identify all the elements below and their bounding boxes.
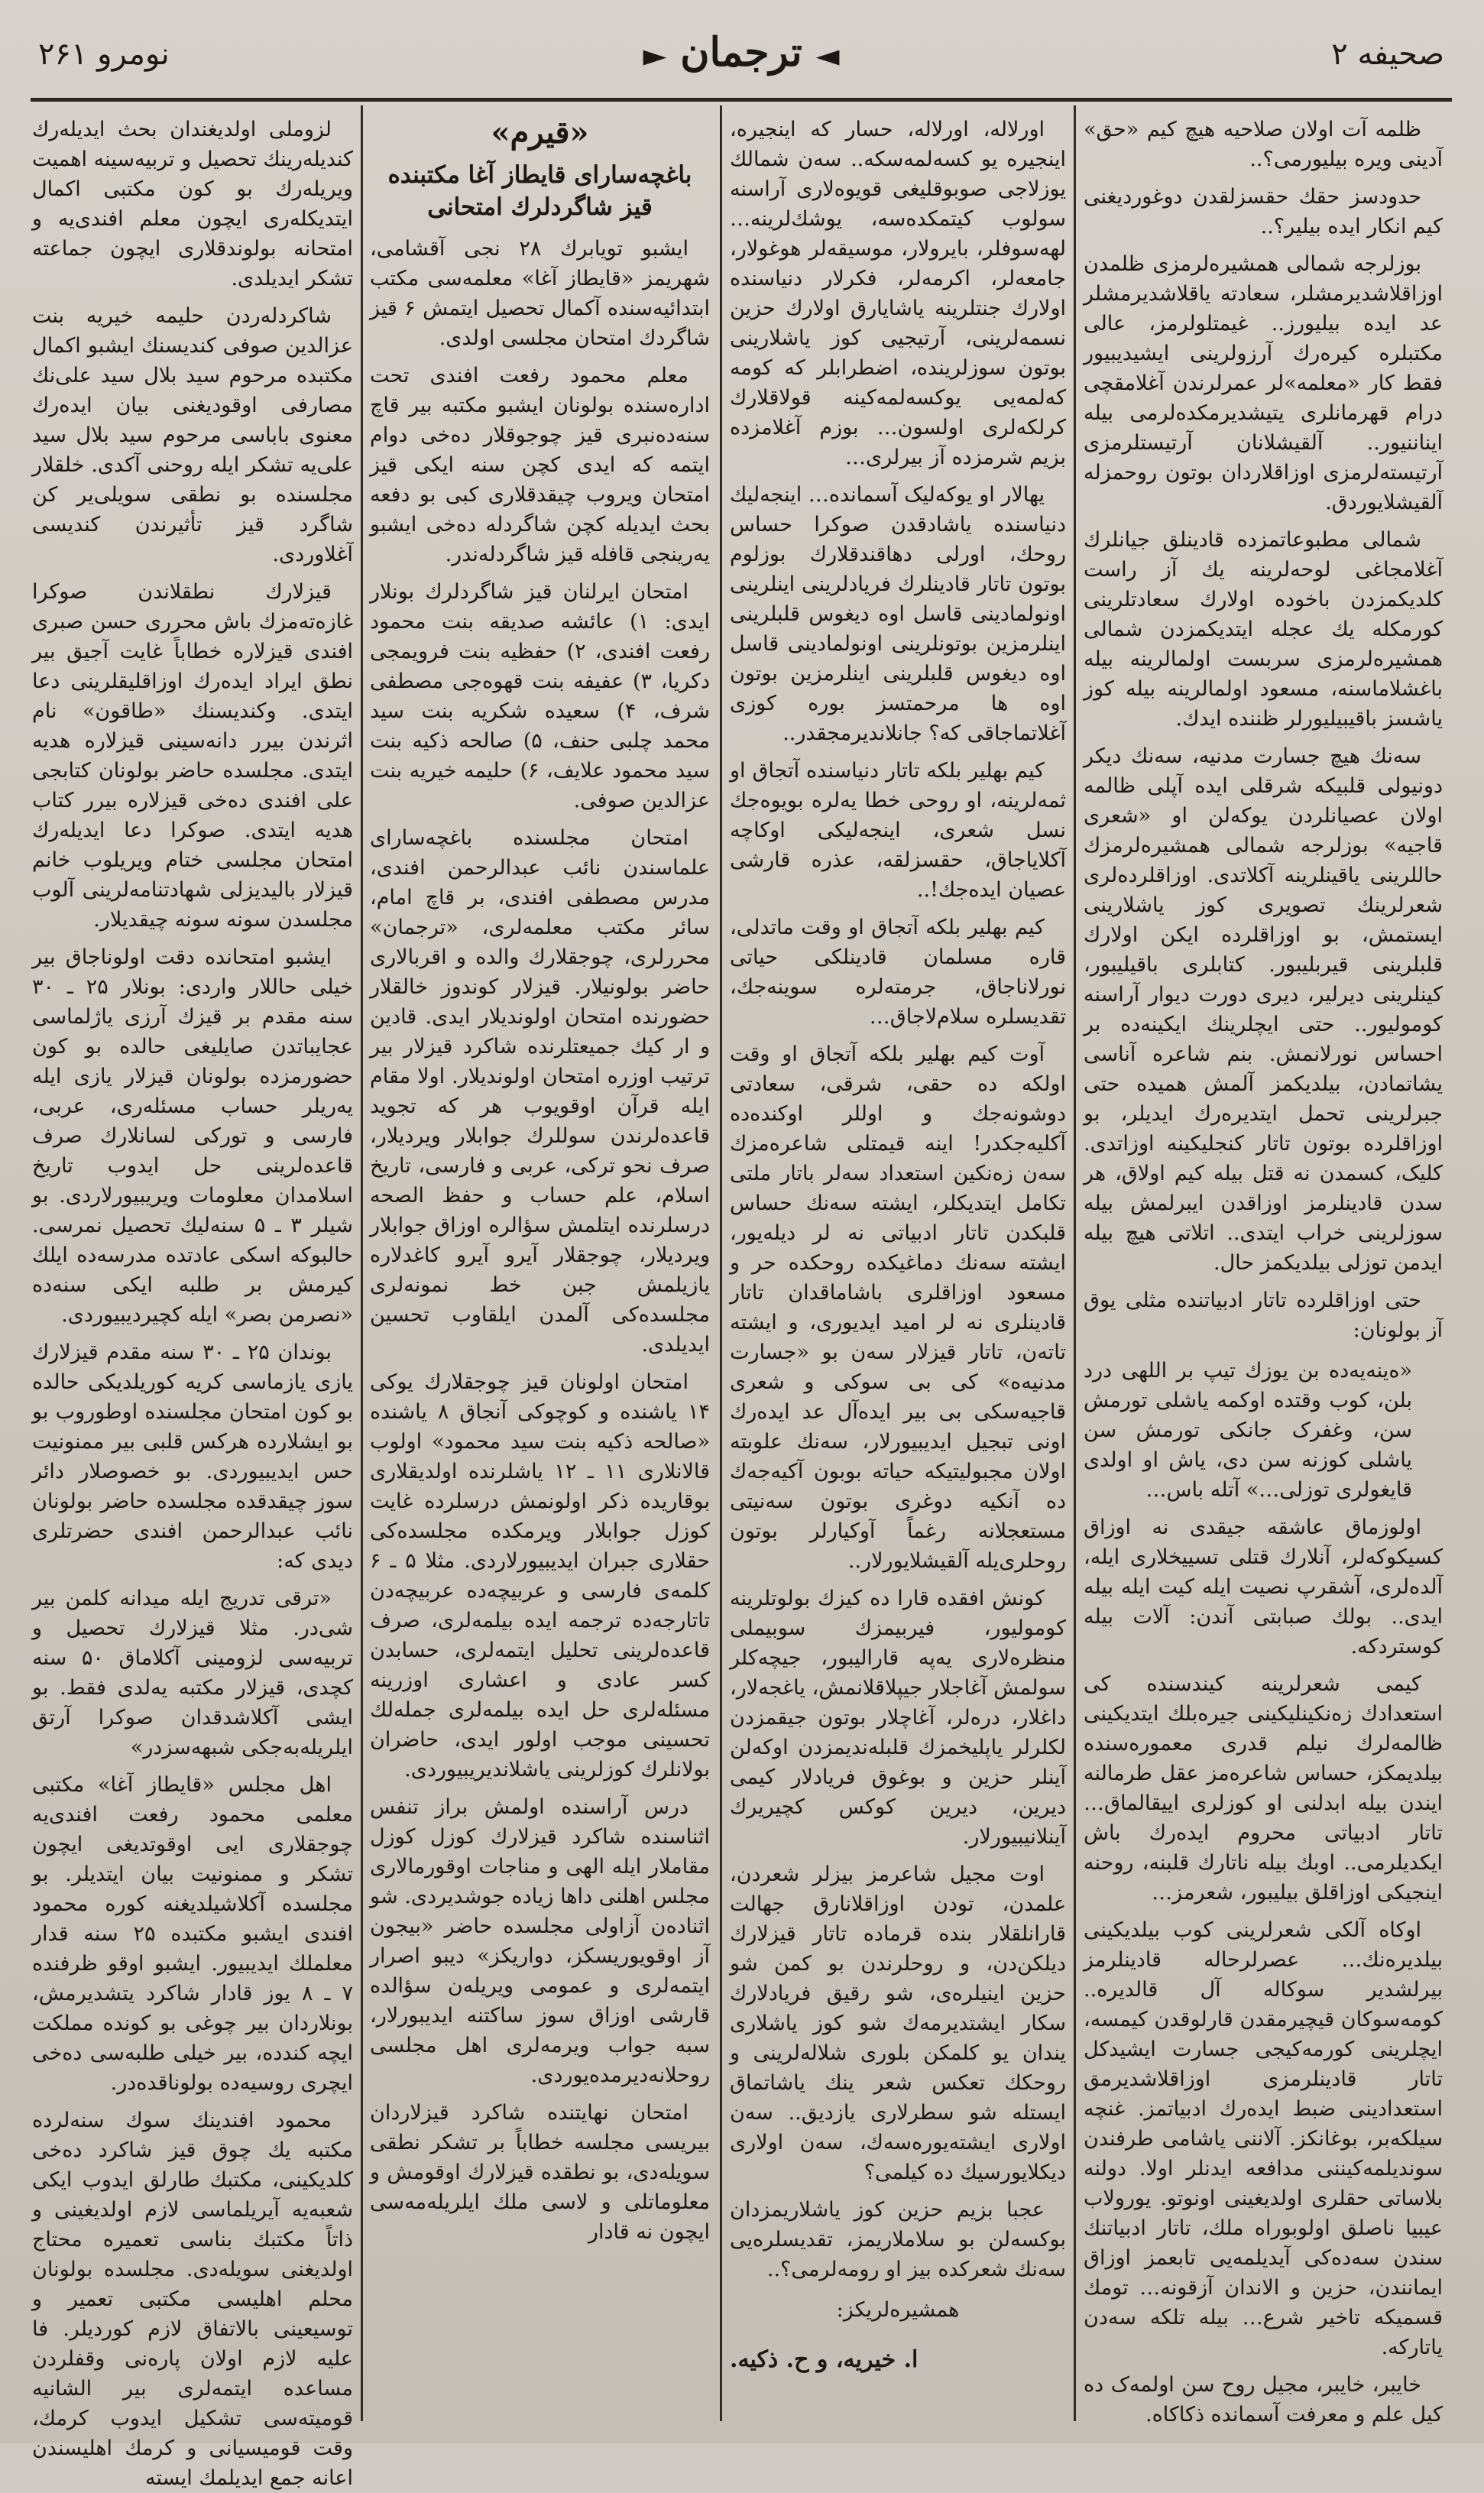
closing-paragraph: خایبر، خایبر، مجیل روح سن اولمه‌ک ده کیل علم و معرفت آسمانده ذکاکاه. — [1084, 2373, 1443, 2427]
paragraph: ایشبو تویابرك ۲۸ نجی آقشامی، شهریمز «قایطاز آغا» معلمه‌سی مکتب ابتدائیه‌سنده آکمال تحصیل ایتمش ۶ قیز شاگردك امتحان مجلسی اولدی. — [370, 237, 710, 350]
page-label: صحیفه ۲ — [1331, 37, 1444, 72]
paragraph: محمود افندینك سوك سنه‌لرده مکتبه یك چوق قیز شاکرد ده‌خی کلدیکینی، مکتبك طارلق ایدوب ایکی شعبه‌یه آیریلماسی لازم اولدیغینی و ذاتاً مکتبك بناسی تعمیره محتاج اولدیغنی سویله‌دی. مجلسده بولونان محلم اهلیسی مکتبی تعمیر و توسیعینی بالاتفاق لازم کوردیلر. فا علیه لازم اولان پاره‌نی وقفلردن مساعده ایتمه‌لری بیر الشانیه قومیته‌سی تشکیل ایدوب کرمك، وقت قومیسیانی و کرمك اهلیسندن اعانه جمع ایدیلمك ایسته — [32, 2109, 353, 2490]
paragraph: ظلمه آت اولان صلاحیه هیچ کیم «حق» آدینی ویره بیلیورمی؟.. — [1084, 118, 1443, 171]
masthead — [31, 29, 1452, 90]
column-2 — [730, 115, 1066, 2400]
column-divider — [361, 105, 363, 2421]
paragraph: شاکردله‌ردن حلیمه خیریه بنت عزالدین صوفی کندیسنك ایشبو اکمال مکتبده مرحوم سید بلال سید علی‌نك مصارفی اوقودیغنی بیان ایده‌رك معنوی باباسی مرحوم سید بلال سید علی‌یه تشکر ایله روحنی آکدی. خلقلار مجلسنده بو نطقی سویلی‌یر کن شاگرد قیز تأثیرندن کندیسی آغلاوردی. — [32, 304, 353, 566]
column-divider — [720, 105, 722, 2421]
ornament-right-icon: ◄ — [815, 37, 840, 73]
paragraph: معلم محمود رفعت افندی تحت اداره‌سنده بولونان ایشبو مکتبه بیر قاچ سنه‌ده‌نبری قیز چوجوقلار ده‌خی دوام ایتمه که ایدی کچن سنه ایکی قیز امتحان ویروب چیقدقلاری کبی بو دفعه بحث ایدیله کچن شاگردله ده‌خی ایشبو یه‌رینجی قافله قیز شاگردله‌ندر. — [370, 364, 710, 566]
paragraph: ایشبو امتحانده دقت اولوناجاق بیر خیلی حاللار واردی: بونلار ۲۵ ـ ۳۰ سنه مقدم بر قیزك آرزی یاژلماسی عجایباتدن صایلیغی حالده بو کون حضورمزده بولونان قیزلار یازی ایله یه‌ریلر حساب مسئله‌ری، عربی، فارسی و تورکی لسانلارك صرف قاعده‌لرینی حل ایدوب تاریخ اسلامدان معلومات ویریبیورلاردی. بو شیلر ۳ ـ ۵ سنه‌لیك تحصیل نمرسی. حالبوکه اسکی عادتده مدرسه‌ده ایلك کیرمش بر طلبه ایکی سنه‌ده «نصرمن بصر» ایله کچیردیبیوردی. — [32, 945, 353, 1327]
newspaper-title-text: ترجمان — [680, 29, 802, 76]
section-heading: «قیرم» — [491, 115, 589, 151]
paragraph: کیمی شعرلرینه کیندسنده کی استعدادك زه‌نکینلیکینی جیره‌بلك ایتدیکینی ظالمه‌لرك نیلم قدری معموره‌سنده بیلدیمکز، حساس شاعره‌مز عقل طرمالنه ایندن بیله ابدلنی او کوزلری اییقالماق… تاتار ادبیاتی محروم ایده‌رك باش ایکدیلرمی.. اوبك بیله ناتارك قلبنه، روحنه اینجیکی اوزاقلق بیلیبور، شعرمز… — [1084, 1672, 1443, 1905]
paragraph: امتحان مجلسنده باغچه‌سارای علماسندن نائب عبدالرحمن افندی، مدرس مصطفی افندی، بر قاچ امام، سائر مکتب معلمه‌لری، «ترجمان» محررلری، چوجقلارك والده و اقربالاری حاضر بولونیلار. قیزلار کوندوز خالقلار حضورنده امتحان اولوندیلار ایدی. قادین و ار کیك جمیعتلرنده شاکرد قیزلار بیر ترتیب اوزره امتحان اولوندیلار. اولا مقام ایله قرآن اوقویوب هر که تجوید قاعده‌لرندن سوللرك جوابلار ویردیلار، صرف نحو ترکی، عربی و فارسی، تاریخ اسلام، علم حساب و حفظ الصحه درسلرنده ایتلمش سؤالره اوزاق جوابلار ویردیلار، چوجقلار آیرو آیرو کاغدلاره یازیلمش جبن خط نمونه‌لری مجلسده‌کی آلمدن ایلقاوب تحسین ایدیلدی. — [370, 826, 710, 1357]
column-3 — [370, 115, 710, 2400]
quote-paragraph: «ترقی تدریج ایله میدانه کلمن بیر شی‌در. مثلا قیزلارك تحصیل و تربیه‌سی لزومینی آکلاماق ۵۰ سنه کچدی، قیزلار مکتبه یه‌لدی فقط. بو ایشی آکلاشدقدان صوکرا آرتق ایلریله‌به‌جکی شبهه‌سزدر» — [32, 1587, 353, 1759]
paragraph: اورلاله، اورلاله، حسار که اینجیره، اینجیره یو کسه‌لمه‌سکه.. سه‌ن شمالك یوزلاجی صوبوقلیغی قویو‌ه‌لاری آراسنه سولوب کیتمکده‌سه، یوشك‌لرینه… لهه‌سوفلر، بایرولار، موسیقه‌لر هوغولار، جامعه‌لر، اکرمه‌لر، فکرلار دنیاسنده اولارك جنتلرینه یاشایارق اولارك حزین نسمه‌لرینی، آرتیجیی کوز یاشلارینی بوتون سوزلرینده، اضطرابلر که کومه که‌لمه‌یی یوکسه‌لمه‌کینه قولاقلارك کرلکه‌لری اولسون… بوزم آغلامزده بزیم شرمزده آز بیرلری… — [730, 118, 1066, 469]
paragraph: لزوملی اولدیغندان بحث ایدیله‌رك کندیله‌رینك تحصیل و تربیه‌سینه اهمیت ویریله‌رك بو کون مکتبی اکمال ایتدیکله‌ری ایچون معلم افندی‌یه و امتحانه بولوندقلاری ایچون جماعته تشکر ایدیلدی. — [32, 118, 353, 290]
paragraph: کیم بهلیر بلکه آتجاق او وقت ماتدلی، قاره مسلمان قادینلکی حیاتی نورلاناجاق، جرمته‌لره سوینه‌جك، تقدیسلره سلام‌لاجاق… — [730, 916, 1066, 1029]
masthead-rule — [31, 98, 1452, 102]
paragraph: امتحان ایرلنان قیز شاگردلرك بونلار ایدی: ۱) عائشه صدیقه بنت محمود رفعت افندی، ۲) حفظیه بنت فرویمجی دکریا، ۳) عفیفه بنت قهوه‌جی مصطفی شرف، ۴) سعیده شکریه بنت سید محمد چلبی حنف، ۵) صالحه ذکیه بنت سید محمود علایف، ۶) حلیمه خیریه بنت عزالدین صوفی. — [370, 580, 710, 812]
paragraph: قیزلارك نطقلاندن صوکرا غازه‌ته‌مزك باش محرری حسن صبری افندی قیزلاره خطاباً غایت آجیق بیر نطق ایراد ایده‌رك اوزاقلیقلرینی دعا ایتدی. وکندیسنك «طاقون» نام اثرندن بیرر دانه‌سینی قیزلاره هدیه ایتدی. مجلسده حاضر بولونان کتابجی علی افندی ده‌خی قیزلاره بیرر کتاب هدیه ایتدی. صوکرا دعا ایدیله‌رك امتحان مجلسی ختام ویریلوب خانم قیزلار بالیدیزلی شهادتنامه‌لرینی آلوب مجلسدن سونه سونه چیقدیلار. — [32, 580, 353, 932]
paragraph: حدودسز حقك حقسزلقدن دوغوردیغنی کیم انکار ایده بیلیر؟.. — [1084, 185, 1443, 238]
paragraph: اوت مجیل شاعرمز بیزلر شعردن، علمدن، تودن اوزاقلانارق جهالت قارانلقلار بنده قرماده تاتار قیزلارك دیلکن‌دن، و روحلرندن بو کمن شو حزین اینیلره‌ی، شو رقیق فریادلارك سکار ایشتدیرمه‌ك شو کوز یاشلاری یندان یو کلمکن بلوری شلاله‌لرینی و روحكك تعکس شعر ینك یاشاتماق ایستله شو سطرلاری یازدیق.. سه‌ن اولاری ایشته‌یوره‌سه‌ك، سه‌ن اولاری دیکلایورسیك ده کیلمی؟ — [730, 1862, 1066, 2184]
paragraph: بوزلرجه شمالی همشیره‌لرمزی ظلمدن اوزاقلاشدیرمشلر، سعادته یاقلاشدیرمشلر عد ایده بیلیورز.. غیمتلولرمز، عالی مکتبلره کیره‌رك آرزولرینی ایشیدیبیور فقط کار «معلمه»لر عمرلرندن آغلامقچی درام قهرمانلری یتیشدیرمکده‌لرمی بیله ایناننیور.. آلقیشلانان آرتیستلرمزی آرتیسته‌لرمزی اوزاقلاردان بوتون روحمزله آلقیشلایوردق. — [1084, 252, 1443, 514]
paragraph: شمالی مطبوعاتمزده قادینلق جیانلرك آغلامجاغی لوحه‌لرینه یك آز راست کلدیکمزدن باخوده اولارك سعادتلرینی کورمکله یك عجله ایتدیکمزدن شمالی همشیره‌لرمزی سربست اولمالرینه بیله باغشلاماسنه، مسعود اولمالرینه بیله کوز یاشسز باقیبیلیورلر ظننده ایدك. — [1084, 528, 1443, 731]
paragraph: امتحان نهایتنده شاکرد قیزلاردان بیریسی مجلسه خطاباً بر تشکر نطقی سویله‌دی، بو نطقده قیزلارك اوقومش و معلوماتلی و لاسی ملك ایلریله‌مه‌سی ایچون نه قادار — [370, 2101, 710, 2244]
column-4 — [32, 115, 354, 2490]
poem-quote: «ه‌ینه‌یه‌ده بن یوزك تیپ بر اللهی درد بلن، کوب وقتده اوکمه یاشلی تورمش سن، وغفرک جانکی تورمش سن یاشلی کوزنه سن دی، یاش او اولدی قایغولری توزلی…» آتله باس… — [1084, 1359, 1412, 1502]
paragraph: سه‌نك هیچ جسارت مدنیه، سه‌نك دیکر دونیولی قلبیکه شرقلی ایده آپلی ظالمه اولان عصیانلردن یوکه‌لن او «شعری قاجیه» بوزلرجه شمالی همشیره‌لرمزك حاللرینی یاقینلرینه آکلاتدی. اوزاقلرده‌لری شعرلرینك تصویری کوز یاشلارینی ایستمش، بو اوزاقلرده ایکن اولارك قلبلرینی قیربلیبور. کتابلری باقیلیبور، کینلرینی دیرلیر، دیری دورت دیوار آراسنه کومولیور.. حتی ایچلرینك ایکینه‌ده بر احساس نورلانمش. بنم شاعره آناسی یشاتمادن، بیلدیکمز آلمش همیده حتی جبرلرینی تحمل ایتدیره‌رك ایدیلر، بو اوزاقلرده بوتون تاتار کنجلیکینه اوزاتدی. کلیک، کسمدن نه قتل بیله کیم اولاق، هر سدن قادینلرمز اوزاقدن ایبرلمش بیله سوزلرینی خراب ایتدی.. اتلاتی هیچ بیله ایدمن توزلی بیلدیکمز حال. — [1084, 744, 1443, 1275]
paragraph: یهالار او یوکه‌لیک آسمانده… اینجه‌لیك دنیاسنده یاشادقدن صوکرا حساس روحك، اورلی دهاقندقلارك بوزلوم بوتون تاتار قادینلرك فریادلرینی اینلرینی اونولمادینی قاسل اوه دیغوس قلبلرینی اینلرمزین بوتونلرینی اونولمادینی قاسل اوه دیغوس قلبلرینی اینلرمزین بوتون اوه ها مرحمتسز بوره کوزی آغلاتماجاقی که؟ جانلاندیرمجقدر.. — [730, 483, 1066, 745]
column-divider — [1074, 105, 1076, 2421]
paragraph: اوكاه آلکی شعرلرینی کوب بیلدیکینی بیلدیره‌نك… عصرلرحاله قادینلرمز بیرلشدیر سوکاله آل قالدیره.. کومه‌سوکان قیچیرمقدن قارلوقدن کیمسه، ایچلرینی کورمه‌کیجی جسارت ایشیدکل تاتار قادینلرمزی اوزاقلاشدیرمق استعدادینی ضبط ایده‌رك ادبیاتمز. غنچه سیلکه‌بر، بوغانکز. آلاننی یاشامی طرفندن سوندیلمه‌کیننی مدافعه ایدنلر اولا. دولنه بلاساتی حقلری اولدیغینی اونوتو. یورولاب عیبیا ناصلق اولوبوراه ملك، تاتار ادبیاتنك سندن سه‌ده‌کی آیدیلمه‌یی تابعمز اوزاق ایمانندن، حزین و الاندان آزقونه… تومك قسمیکه تاخیر شرع… بیله تلکه سه‌دن یاتارکه. — [1084, 1918, 1443, 2359]
paragraph: عجبا بزیم حزین کوز یاشلاریمزدان بوکسه‌لن بو سلاملاریمز، تقدیسلره‌یی سه‌نك شعرکده بیز او رومه‌لرمی؟.. — [730, 2198, 1066, 2281]
signature-label: همشیره‌لریکز: — [836, 2298, 960, 2322]
column-1 — [1084, 115, 1443, 2427]
paragraph: کونش افقده قارا ده کیزك بولوتلرینه کومولیور، فیربیمزك سوبیملی منظره‌لاری یه‌په قارالیبور، جیچه‌کلر سولمش آغاجلار جیپلاقلانمش، یاغجه‌لار، داغلار، دره‌لر، آغاچلار بوتون جیقمزدن لکلرلر یاپلیخمزك قلبله‌ندیمزدن اوکه‌لن آینلر حزین و بوغوق فریادلار کیمی دیرین، دیرین کوکس کچیریرك آینلانیبیورلار. — [730, 1587, 1066, 1849]
paragraph: آوت کیم بهلیر بلکه آتجاق او وقت اولکه ده حقی، شرقی، سعادتی دوشونه‌جك و اوللر اوکنده‌ده آکلیه‌جکدر! اینه قیمتلی شاعره‌مزك سه‌ن زه‌نکین استعداد سه‌لر باتار ملتی تکامل ایتدیکلر، ایشته سه‌نك حساس قلبکدن تاتار ادبیاتی نه لر دیله‌یور، ایشته سه‌نك دماغیکده روحکده حر و مسعود اوزاقلری باشاماقدان تاتار قادینلری نه لر امید ایدیوری، و ایشته تاته‌ن، تاتار قیزلار سه‌ن بو «جسارت مدنیه‌ه» کی بی سوکی و شعری قاجیه‌سکی بی بیر ایده‌آل عد ایده‌رك اونی تبجیل ایدیبیورلار، سه‌نك علوبته اولان مجبولیتیکه حیاته بوبون آکیه‌جه‌ك ده آنکیه دوغری بوتون سه‌نیتی مستعجلانه رغماً آوکیارلر بوتون روحلری‌یله آلقیشلایورلار.. — [730, 1042, 1066, 1573]
paragraph: امتحان اولونان قیز چوجقلارك یوکی ۱۴ یاشنده و کوچوکی آنجاق ۸ یاشنده «صالحه ذکیه بنت سید محمود» اولوب قالانلاری ۱۱ ـ ۱۲ یاشلرنده اولدیقلاری بوقاریده ذکر اولونمش درسلرده غایت کوزل جوابلار ویرمکده مجلسده‌کی حقلاری جبران ایدیبیورلاردی. مثلا ۵ ـ ۶ کلمه‌ی فارسی و عربیچه‌ده عربیچه‌دن تاتارجه‌ده ترجمه ایده بیلمه‌لری، صرف قاعده‌لرینی تحلیل ایتمه‌لری، حسابدن کسر عادی و اعشاری اوزرینه مسئله‌لری حل ایده بیلمه‌لری جمله‌لك تحسینی موجب اولور ایدی، حاضران بولانلرك کوزلرینی یاشلاندیریبیوردی. — [370, 1370, 710, 1781]
paragraph: اهل مجلس «قایطاز آغا» مکتبی معلمی محمود رفعت افندی‌یه چوجقلاری ایی اوقوتدیغی ایچون تشکر و ممنونیت بیان ایتدیلر. بو مجلسده آکلاشیلدیغنه کوره محمود افندی ایشبو مکتبده ۲۵ سنه قدار معلملك ایدیبیور. ایشبو اوقو ظرفنده ۷ ـ ۸ یوز قادار شاکرد یتشدیرمش، بونلاردان بیر چوغی بو کونده مملکت ایچه کندده، بیر خیلی طلبه‌سی ده‌خی ایچری روسیه‌ده بولوناقده‌در. — [32, 1773, 354, 2095]
paragraph: کیم بهلیر بلکه تاتار دنیاسنده آتجاق او ثمه‌لرینه، او روحی خطا یه‌لره بویوه‌جك نسل شعری، اینجه‌لیکی اوکاچه آکلایاجاق، حقسزلقه، عذره قارشی عصیان ایده‌جك!.. — [730, 759, 1066, 902]
paragraph: بوندان ۲۵ ـ ۳۰ سنه مقدم قیزلارك یازی یازماسی کریه کوریلدیکی حالده بو کون امتحان مجلسنده اوطوروب بو بو ایشلارده هرکس قلبی بیر ممنونیت حس ایدیبیوردی. بو خصوصلار دائر سوز چیقدقده مجلسده حاضر بولونان نائب عبدالرحمن افندی حضرتلری دیدی که: — [32, 1341, 353, 1573]
paragraph: اولوزماق عاشقه جیقدی نه اوزاق کسیکوکه‌لر، آنلارك قتلی تسییخلاری ایله، آلده‌لری، آشقرپ نصیت ایله کیت ایله بیله ایدی.. بولك صبابتی آندن: آلات بیله کوستردکه. — [1084, 1516, 1443, 1658]
issue-number: نومرو ۲۶۱ — [38, 37, 170, 72]
paragraph: درس آراسنده اولمش براز تنفس اثناسنده شاکرد قیزلارك کوزل کوزل مقاملار ایله الهی و مناجات اوقورمالاری مجلس اهلنی داها زیاده جوشدیردی. شو اثناده‌ن آزاولی مجلسده حاضر «بیجون آز اوقویوریسکز، دواریکز» دیبو اصرار ایتمه‌لری و عمومی ویریله‌ن سؤالده قارشی اوزاق سوز ساکتنه ایدیبورلار، سبه جواب ویرمه‌لری اهل مجلسی روحلانه‌دیرمده‌یوردی. — [370, 1795, 710, 2087]
newspaper-title — [31, 29, 1452, 76]
signature: ا. خیریه، و ح. ذکیه. — [730, 2346, 919, 2373]
article-title: باغچه‌سارای قایطاز آغا مکتبنده قیز شاگردلرك امتحانی — [387, 161, 692, 221]
ornament-left-icon: ► — [643, 37, 667, 73]
paragraph: حتی اوزاقلرده تاتار ادبیاتنده مثلی یوق آز بولونان: — [1084, 1289, 1443, 1342]
